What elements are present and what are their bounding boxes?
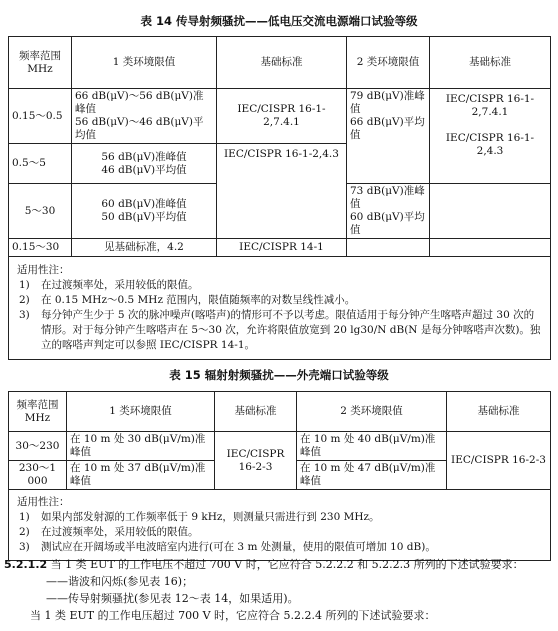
limit-quasi-peak: 66 dB(μV)～56 dB(μV)准峰值 (75, 90, 204, 115)
table14 (8, 36, 551, 360)
table15-caption: 表 15 辐射射频骚扰——外壳端口试验等级 (169, 368, 389, 382)
class2-limit-cell: 在 10 m 处 47 dB(μV/m)准峰值 (297, 461, 447, 490)
std2-cell: IEC/CISPR 16-2-3 (447, 432, 551, 490)
table15 (8, 391, 551, 561)
table-row (9, 432, 551, 461)
limit-quasi-peak: 60 dB(μV)准峰值 (101, 198, 187, 210)
table-row (9, 239, 551, 257)
note-item (17, 293, 542, 308)
limit-average: 50 dB(μV)平均值 (101, 211, 187, 223)
class2-limit-cell (347, 239, 430, 257)
std2-cell (430, 239, 551, 257)
std2-b: IEC/CISPR 16-1-2,4.3 (445, 132, 535, 157)
table14-notes (9, 257, 551, 360)
note-text: 如果内部发射源的工作频率低于 9 kHz，则测量只需进行到 230 MHz。 (41, 511, 380, 523)
list-item: ——传导射频骚扰(参见表 12～表 14，如果适用)。 (46, 592, 299, 605)
table15-header-std1: 基础标准 (215, 392, 297, 432)
note-item (17, 510, 542, 525)
table14-header-class2: 2 类环境限值 (347, 37, 430, 89)
class1-limit-cell: 见基础标准，4.2 (72, 239, 217, 257)
note-text: 在 0.15 MHz～0.5 MHz 范围内，限值随频率的对数呈线性减小。 (41, 294, 356, 306)
freq-cell: 0.15～0.5 (9, 89, 72, 144)
class2-limit-cell: 在 10 m 处 40 dB(μV/m)准峰值 (297, 432, 447, 461)
std1-cell: IEC/CISPR 14-1 (217, 239, 347, 257)
std1-cell: IEC/CISPR 16-2-3 (215, 432, 297, 490)
table14-header-class1: 1 类环境限值 (72, 37, 217, 89)
table15-header-class2: 2 类环境限值 (297, 392, 447, 432)
freq-cell: 30～230 (9, 432, 67, 461)
table14-header-std2: 基础标准 (430, 37, 551, 89)
table-row (9, 89, 551, 144)
note-number: 1) (19, 511, 30, 523)
std1-cell: IEC/CISPR 16-1-2,7.4.1 (217, 89, 347, 144)
table14-header-std1: 基础标准 (217, 37, 347, 89)
list-item: ——谐波和闪烁(参见表 16)； (46, 575, 194, 588)
std2-cell (430, 184, 551, 239)
class1-limit-cell (72, 89, 217, 144)
table14-header-freq (9, 37, 72, 89)
header-freq-line1: 频率范围 (19, 49, 61, 62)
notes-title: 适用性注： (17, 264, 70, 276)
class1-limit-cell: 在 10 m 处 30 dB(μV/m)准峰值 (67, 432, 215, 461)
class1-limit-cell (72, 144, 217, 184)
limit-average: 60 dB(μV)平均值 (350, 211, 425, 236)
class1-limit-cell: 在 10 m 处 37 dB(μV/m)准峰值 (67, 461, 215, 490)
header-freq-unit: MHz (24, 411, 51, 424)
note-text: 在过渡频率处，采用较低的限值。 (41, 526, 199, 538)
table15-notes-row (9, 490, 551, 561)
class2-limit-cell (347, 89, 430, 184)
class1-limit-cell (72, 184, 217, 239)
note-item (17, 525, 542, 540)
table15-notes (9, 490, 551, 561)
freq-cell: 0.5～5 (9, 144, 72, 184)
note-text: 在过渡频率处，采用较低的限值。 (41, 279, 199, 291)
class2-limit-cell (347, 184, 430, 239)
freq-cell: 230～1 000 (9, 461, 67, 490)
clause-paragraph (0, 556, 558, 624)
std2-a: IEC/CISPR 16-1-2,7.4.1 (445, 93, 535, 118)
table15-header-row (9, 392, 551, 432)
notes-title: 适用性注： (17, 496, 70, 508)
clause-number: 5.2.1.2 (4, 558, 48, 571)
limit-average: 56 dB(μV)～46 dB(μV)平均值 (75, 116, 204, 141)
limit-average: 46 dB(μV)平均值 (101, 163, 187, 176)
limit-quasi-peak: 79 dB(μV)准峰值 (350, 90, 425, 115)
note-item (17, 540, 542, 555)
note-number: 3) (19, 541, 30, 553)
note-number: 2) (19, 294, 30, 306)
std2-cell (430, 89, 551, 184)
note-item (17, 308, 542, 353)
note-text: 每分钟产生少于 5 次的脉冲噪声(喀嗒声)的情形可不予以考虑。限值适用于每分钟产生喀嗒声超过 30 次的情形。对于每分钟产生喀嗒声在 5～30 次，允许将限值放宽到 20 lg30/N dB(N 是每分钟喀嗒声次数)。独立的喀嗒声判定可以参照 IEC/CISPR 14-1。 (41, 309, 541, 351)
table15-header-freq (9, 392, 67, 432)
std1-cell: IEC/CISPR 16-1-2,4.3 (217, 144, 347, 239)
table14-header-row (9, 37, 551, 89)
paragraph-line: 当 1 类 EUT 的工作电压超过 700 V 时，它应符合 5.2.2.4 所列的下述试验要求： (30, 609, 436, 622)
limit-average: 66 dB(μV)平均值 (350, 116, 425, 141)
note-text: 测试应在开阔场或半电波暗室内进行(可在 3 m 处测量，使用的限值可增加 10 dB)。 (41, 541, 436, 553)
clause-line (0, 556, 558, 573)
note-number: 3) (19, 309, 30, 321)
clause-text: 当 1 类 EUT 的工作电压不超过 700 V 时，它应符合 5.2.2.2 和 5.2.2.3 所列的下述试验要求： (50, 558, 524, 571)
freq-cell: 5～30 (9, 184, 72, 239)
header-freq-line1: 频率范围 (16, 398, 59, 411)
freq-cell: 0.15～30 (9, 239, 72, 257)
limit-quasi-peak: 73 dB(μV)准峰值 (350, 185, 425, 210)
note-number: 1) (19, 279, 30, 291)
table14-notes-row (9, 257, 551, 360)
note-item (17, 278, 542, 293)
note-number: 2) (19, 526, 30, 538)
table14-caption: 表 14 传导射频骚扰——低电压交流电源端口试验等级 (140, 14, 418, 28)
header-freq-unit: MHz (27, 62, 53, 75)
table15-header-std2: 基础标准 (447, 392, 551, 432)
table15-header-class1: 1 类环境限值 (67, 392, 215, 432)
limit-quasi-peak: 56 dB(μV)准峰值 (101, 150, 187, 163)
